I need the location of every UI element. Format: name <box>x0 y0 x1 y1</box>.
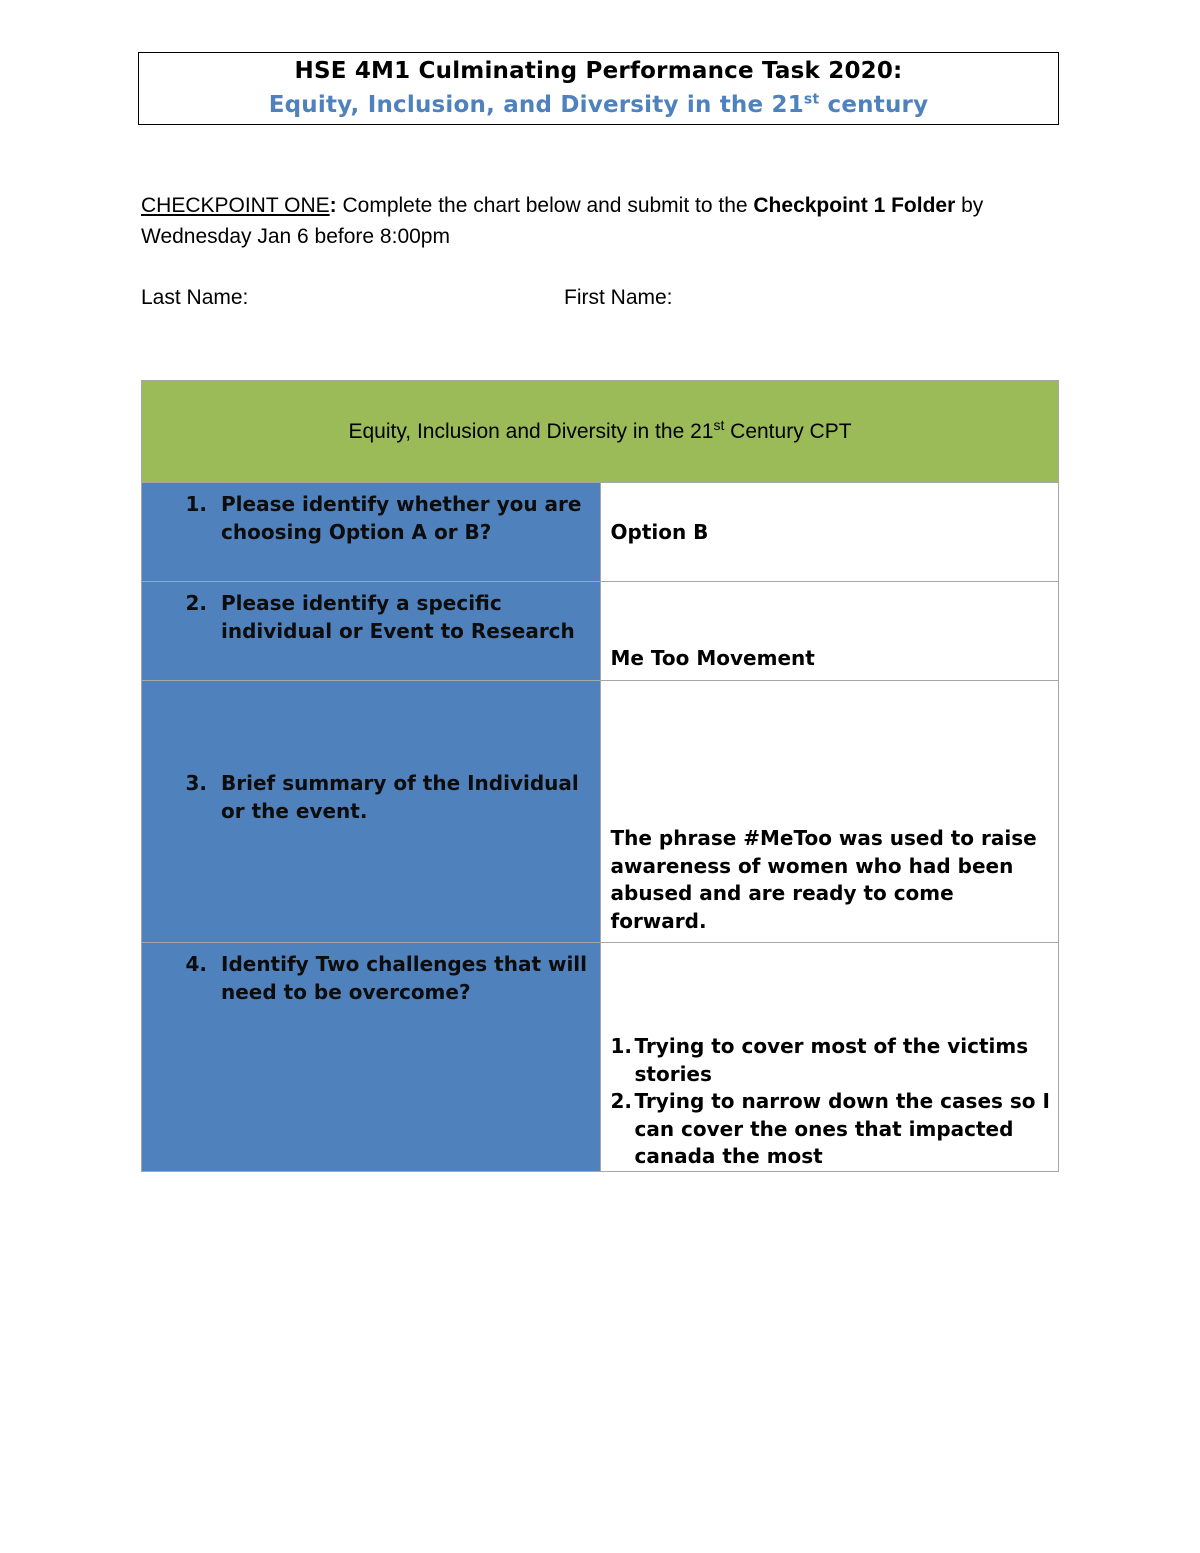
list-item-number: 2. <box>610 1089 633 1113</box>
document-title: HSE 4M1 Culminating Performance Task 2020: <box>294 58 903 84</box>
answer-cell <box>600 943 1059 1172</box>
answer-cell <box>600 483 1059 582</box>
question-cell <box>142 681 601 943</box>
list-item-text: Trying to cover most of the victims stories <box>634 1034 1029 1086</box>
question-text: Please identify a specific individual or Event to Research <box>221 591 575 643</box>
question-number: 2. <box>185 591 207 615</box>
checkpoint-instructions <box>141 190 1071 252</box>
checkpoint-colon: : <box>329 194 337 217</box>
cpt-table <box>141 380 1059 1172</box>
title-box <box>138 52 1059 125</box>
table-header-end: Century CPT <box>724 420 852 443</box>
answer-cell <box>600 681 1059 943</box>
list-item-text: Trying to narrow down the cases so I can cover the ones that impacted canada the most <box>634 1089 1050 1168</box>
list-item-number: 1. <box>610 1034 633 1058</box>
question-number: 3. <box>185 771 207 795</box>
subtitle-end: century <box>819 92 929 118</box>
table-header-superscript: st <box>713 417 725 433</box>
answer-text: Me Too Movement <box>610 646 815 670</box>
table-row <box>142 483 1059 582</box>
checkpoint-folder: Checkpoint 1 Folder <box>753 194 956 217</box>
subtitle-main: Equity, Inclusion, and Diversity in the 21 <box>268 92 804 118</box>
table-header-main: Equity, Inclusion and Diversity in the 21 <box>348 420 714 443</box>
table-header-row <box>142 381 1059 483</box>
checkpoint-text-before: Complete the chart below and submit to the <box>336 194 754 217</box>
question-number: 1. <box>185 492 207 516</box>
answer-cell <box>600 582 1059 681</box>
challenges-list <box>611 943 1051 1171</box>
question-text: Identify Two challenges that will need to be overcome? <box>221 952 588 1004</box>
question-text: Please identify whether you are choosing Option A or B? <box>221 492 582 544</box>
table-header <box>142 381 1059 483</box>
question-cell <box>142 943 601 1172</box>
question-text: Brief summary of the Individual or the event. <box>221 771 579 823</box>
list-item <box>611 1033 1051 1088</box>
last-name-label: Last Name: <box>141 286 249 309</box>
subtitle-superscript: st <box>803 91 820 108</box>
table-row <box>142 681 1059 943</box>
checkpoint-label: CHECKPOINT ONE <box>141 194 330 217</box>
answer-text: The phrase #MeToo was used to raise awareness of women who had been abused and are ready to come forward. <box>610 826 1037 933</box>
table-row <box>142 943 1059 1172</box>
answer-text: Option B <box>610 520 709 544</box>
question-cell <box>142 582 601 681</box>
question-number: 4. <box>185 952 207 976</box>
list-item <box>611 1088 1051 1171</box>
document-subtitle <box>139 92 1058 118</box>
table-row <box>142 582 1059 681</box>
question-cell <box>142 483 601 582</box>
first-name-label: First Name: <box>564 286 673 309</box>
checkpoint-text-after: by Wednesday Jan 6 before 8:00pm <box>141 194 984 248</box>
